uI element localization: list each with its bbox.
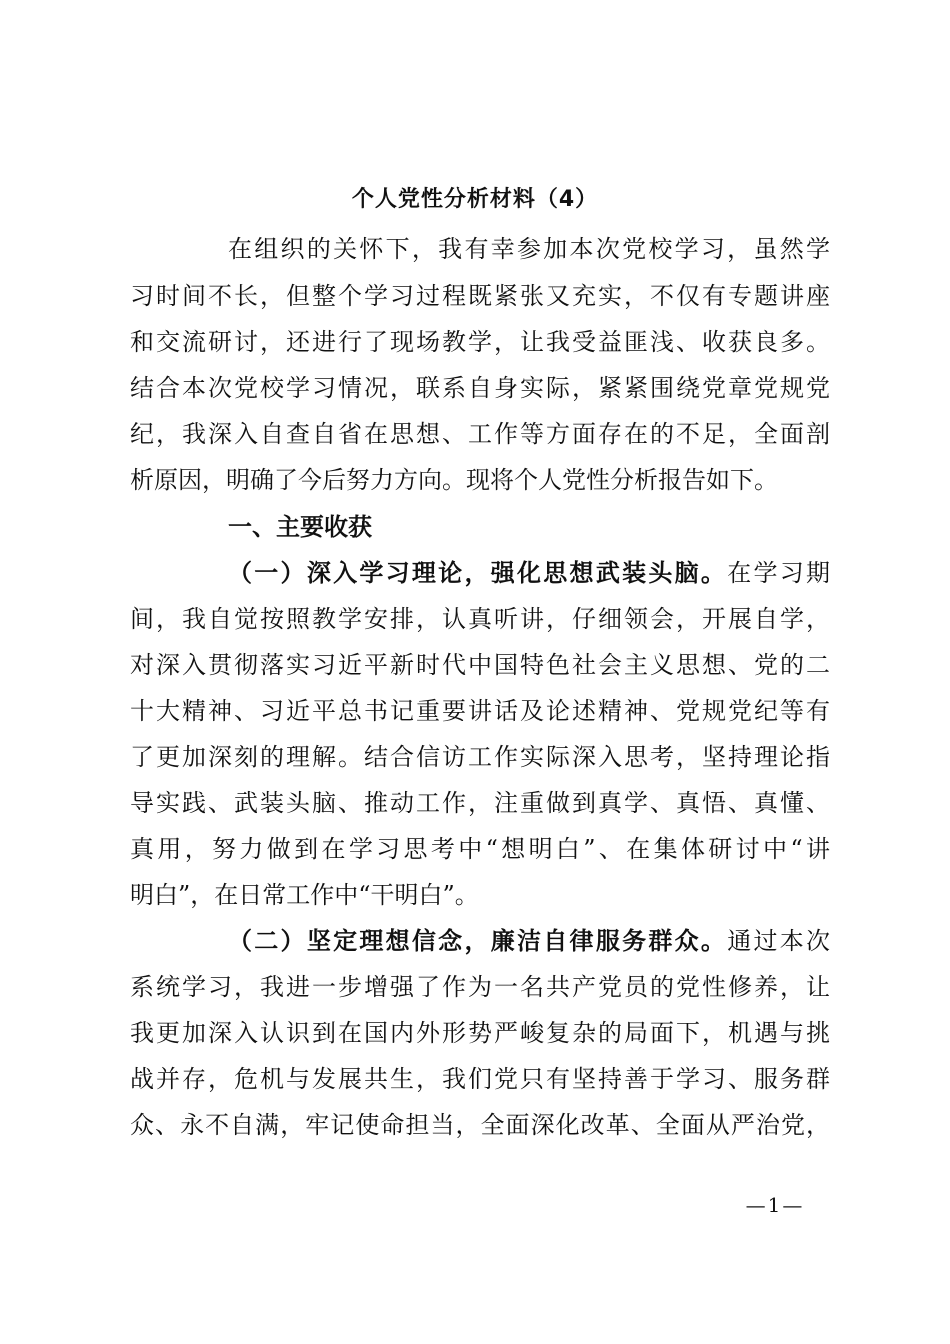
subsection-1-text: 在学习期 <box>727 559 831 587</box>
section-heading: 一、主要收获 <box>228 513 372 541</box>
intro-line: 和交流研讨，还进行了现场教学，让我受益匪浅、收获良多。 <box>130 328 830 356</box>
paragraph-line: 战并存，危机与发展共生，我们党只有坚持善于学习、服务群 <box>130 1065 830 1093</box>
paragraph-line: 众、永不自满，牢记使命担当，全面深化改革、全面从严治党， <box>130 1111 830 1139</box>
subsection-2-text: 通过本次 <box>727 927 831 955</box>
page-number: —1— <box>745 1193 805 1217</box>
intro-line: 结合本次党校学习情况，联系自身实际，紧紧围绕党章党规党 <box>130 374 830 402</box>
intro-line: 纪，我深入自查自省在思想、工作等方面存在的不足，全面剖 <box>130 420 830 448</box>
paragraph-line: 十大精神、习近平总书记重要讲话及论述精神、党规党纪等有 <box>130 697 830 725</box>
paragraph-line: 间，我自觉按照教学安排，认真听讲，仔细领会，开展自学， <box>130 605 830 633</box>
document-title: 个人党性分析材料（4） <box>351 187 599 212</box>
intro-line: 在组织的关怀下，我有幸参加本次党校学习，虽然学 <box>228 235 830 263</box>
subsection-2-first-line <box>228 924 830 958</box>
subsection-1-first-line <box>228 556 830 590</box>
subsection-1-heading: （一）深入学习理论，强化思想武装头脑。 <box>228 559 728 587</box>
paragraph-line: 导实践、武装头脑、推动工作，注重做到真学、真悟、真懂、 <box>130 789 830 817</box>
intro-line: 析原因，明确了今后努力方向。现将个人党性分析报告如下。 <box>130 466 778 494</box>
subsection-2-heading: （二）坚定理想信念，廉洁自律服务群众。 <box>228 927 728 955</box>
paragraph-line: 对深入贯彻落实习近平新时代中国特色社会主义思想、党的二 <box>130 651 830 679</box>
paragraph-line: 我更加深入认识到在国内外形势严峻复杂的局面下，机遇与挑 <box>130 1019 830 1047</box>
paragraph-line: 了更加深刻的理解。结合信访工作实际深入思考，坚持理论指 <box>130 743 830 771</box>
paragraph-line: 明白”，在日常工作中“干明白”。 <box>130 881 479 909</box>
intro-line: 习时间不长，但整个学习过程既紧张又充实，不仅有专题讲座 <box>130 282 830 310</box>
paragraph-line: 真用，努力做到在学习思考中“想明白”、在集体研讨中“讲 <box>130 835 830 863</box>
paragraph-line: 系统学习，我进一步增强了作为一名共产党员的党性修养，让 <box>130 973 830 1001</box>
